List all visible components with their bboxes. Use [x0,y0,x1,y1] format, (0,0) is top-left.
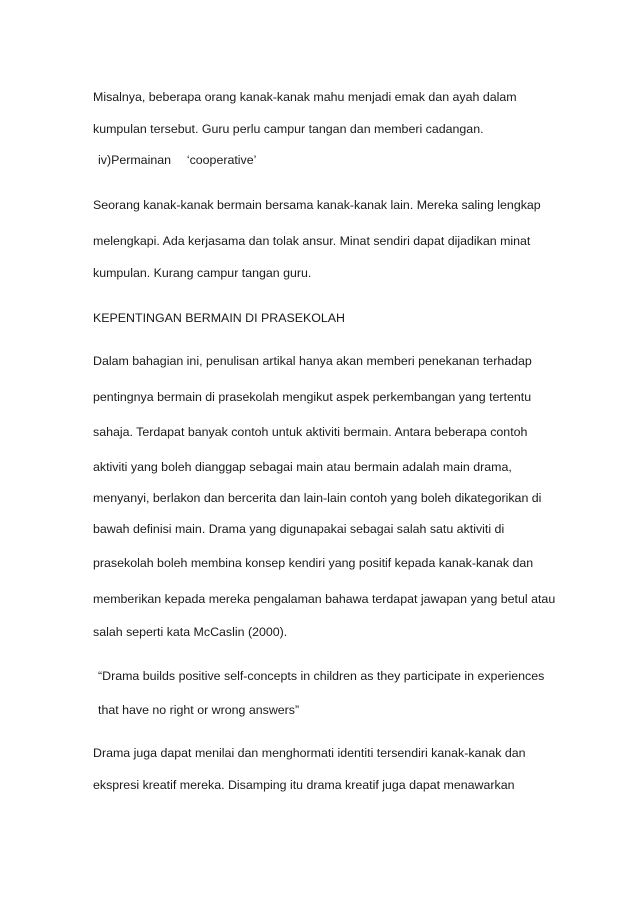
section-heading: KEPENTINGAN BERMAIN DI PRASEKOLAH [93,311,345,325]
paragraph-line: Dalam bahagian ini, penulisan artikal hanya akan memberi penekanan terhadap [93,354,532,368]
paragraph-line: memberikan kepada mereka pengalaman bahawa terdapat jawapan yang betul atau [93,592,556,606]
paragraph-line: aktiviti yang boleh dianggap sebagai main atau bermain adalah main drama, [93,460,512,474]
paragraph-line: menyanyi, berlakon dan bercerita dan lain-lain contoh yang boleh dikategorikan di [93,491,542,505]
paragraph-line: Seorang kanak-kanak bermain bersama kanak-kanak lain. Mereka saling lengkap [93,198,541,212]
paragraph-line: Misalnya, beberapa orang kanak-kanak mahu menjadi emak dan ayah dalam [93,90,517,104]
paragraph-line: melengkapi. Ada kerjasama dan tolak ansur. Minat sendiri dapat dijadikan minat [93,234,531,248]
block-quote-line: “Drama builds positive self-concepts in children as they participate in experiences [98,669,545,683]
paragraph-line: salah seperti kata McCaslin (2000). [93,625,288,639]
paragraph-line: kumpulan. Kurang campur tangan guru. [93,266,312,280]
paragraph-line: pentingnya bermain di prasekolah mengikut aspek perkembangan yang tertentu [93,390,532,404]
paragraph-line: sahaja. Terdapat banyak contoh untuk aktiviti bermain. Antara beberapa contoh [93,425,528,439]
paragraph-line: ekspresi kreatif mereka. Disamping itu drama kreatif juga dapat menawarkan [93,778,515,792]
block-quote-line: that have no right or wrong answers” [98,703,300,717]
paragraph-line: bawah definisi main. Drama yang digunapakai sebagai salah satu aktiviti di [93,522,505,536]
paragraph-line: kumpulan tersebut. Guru perlu campur tangan dan memberi cadangan. [93,122,484,136]
paragraph-line: prasekolah boleh membina konsep kendiri yang positif kepada kanak-kanak dan [93,556,534,570]
paragraph-line: Drama juga dapat menilai dan menghormati identiti tersendiri kanak-kanak dan [93,746,526,760]
list-item-heading: iv)Permainan ‘cooperative’ [98,153,257,167]
